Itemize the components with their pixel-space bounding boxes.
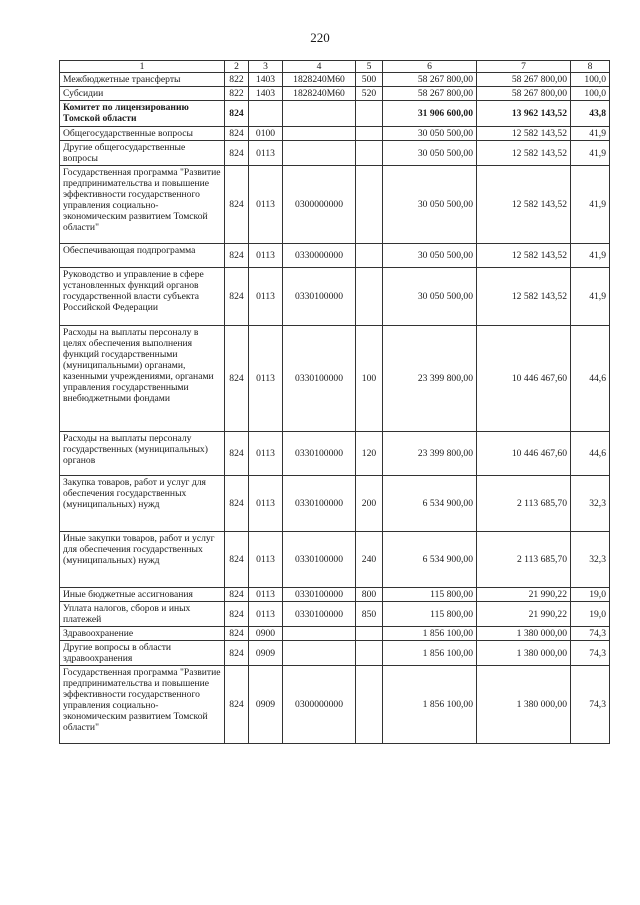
table-row bbox=[60, 532, 610, 588]
cell-rz: 0113 bbox=[249, 166, 283, 244]
cell-vr bbox=[356, 141, 383, 166]
cell-vr: 800 bbox=[356, 588, 383, 602]
page-number: 220 bbox=[310, 30, 330, 45]
cell-vr bbox=[356, 641, 383, 666]
cell-pct: 74,3 bbox=[571, 641, 610, 666]
cell-ved: 824 bbox=[225, 166, 249, 244]
table-row bbox=[60, 141, 610, 166]
header-cell: 8 bbox=[571, 61, 610, 73]
table-row bbox=[60, 641, 610, 666]
cell-pct: 74,3 bbox=[571, 627, 610, 641]
row-name: Комитет по лицензированию Томской области bbox=[60, 101, 225, 127]
table-row bbox=[60, 326, 610, 432]
cell-vr: 200 bbox=[356, 476, 383, 532]
cell-ved: 824 bbox=[225, 141, 249, 166]
cell-pct: 41,9 bbox=[571, 166, 610, 244]
cell-cs bbox=[283, 641, 356, 666]
cell-plan: 30 050 500,00 bbox=[383, 127, 477, 141]
cell-fact: 10 446 467,60 bbox=[477, 326, 571, 432]
cell-rz bbox=[249, 101, 283, 127]
row-name: Расходы на выплаты персоналу государственных (муниципальных) органов bbox=[60, 432, 225, 476]
cell-rz: 1403 bbox=[249, 73, 283, 87]
row-name: Иные закупки товаров, работ и услуг для обеспечения государственных (муниципальных) нужд bbox=[60, 532, 225, 588]
cell-vr: 500 bbox=[356, 73, 383, 87]
cell-pct: 41,9 bbox=[571, 244, 610, 268]
cell-fact: 1 380 000,00 bbox=[477, 666, 571, 744]
cell-plan: 31 906 600,00 bbox=[383, 101, 477, 127]
cell-plan: 6 534 900,00 bbox=[383, 532, 477, 588]
cell-vr: 100 bbox=[356, 326, 383, 432]
row-name: Другие вопросы в области здравоохранения bbox=[60, 641, 225, 666]
cell-fact: 12 582 143,52 bbox=[477, 268, 571, 326]
cell-rz: 0900 bbox=[249, 627, 283, 641]
header-cell: 4 bbox=[283, 61, 356, 73]
cell-fact: 1 380 000,00 bbox=[477, 641, 571, 666]
cell-cs bbox=[283, 127, 356, 141]
row-name: Государственная программа "Развитие предпринимательства и повышение эффективности государственного управления социально-экономическим развитием Томской области" bbox=[60, 166, 225, 244]
cell-fact: 58 267 800,00 bbox=[477, 73, 571, 87]
cell-plan: 58 267 800,00 bbox=[383, 73, 477, 87]
cell-cs: 0300000000 bbox=[283, 166, 356, 244]
cell-ved: 824 bbox=[225, 602, 249, 627]
header-cell: 3 bbox=[249, 61, 283, 73]
cell-pct: 44,6 bbox=[571, 326, 610, 432]
cell-rz: 0113 bbox=[249, 432, 283, 476]
table-row bbox=[60, 101, 610, 127]
cell-rz: 0909 bbox=[249, 641, 283, 666]
cell-pct: 32,3 bbox=[571, 532, 610, 588]
cell-fact: 12 582 143,52 bbox=[477, 127, 571, 141]
cell-fact: 12 582 143,52 bbox=[477, 166, 571, 244]
cell-ved: 824 bbox=[225, 627, 249, 641]
cell-cs: 0330100000 bbox=[283, 476, 356, 532]
cell-pct: 100,0 bbox=[571, 73, 610, 87]
cell-fact: 2 113 685,70 bbox=[477, 476, 571, 532]
row-name: Закупка товаров, работ и услуг для обеспечения государственных (муниципальных) нужд bbox=[60, 476, 225, 532]
cell-vr bbox=[356, 666, 383, 744]
cell-plan: 58 267 800,00 bbox=[383, 87, 477, 101]
row-name: Общегосударственные вопросы bbox=[60, 127, 225, 141]
cell-cs: 0330100000 bbox=[283, 588, 356, 602]
row-name: Государственная программа "Развитие предпринимательства и повышение эффективности государственного управления социально-экономическим развитием Томской области" bbox=[60, 666, 225, 744]
cell-rz: 0113 bbox=[249, 532, 283, 588]
cell-cs: 0330000000 bbox=[283, 244, 356, 268]
cell-plan: 1 856 100,00 bbox=[383, 666, 477, 744]
cell-fact: 1 380 000,00 bbox=[477, 627, 571, 641]
cell-plan: 30 050 500,00 bbox=[383, 141, 477, 166]
table-row bbox=[60, 602, 610, 627]
cell-fact: 13 962 143,52 bbox=[477, 101, 571, 127]
cell-cs: 0330100000 bbox=[283, 602, 356, 627]
cell-rz: 1403 bbox=[249, 87, 283, 101]
cell-pct: 44,6 bbox=[571, 432, 610, 476]
cell-pct: 19,0 bbox=[571, 602, 610, 627]
table-row bbox=[60, 166, 610, 244]
cell-ved: 824 bbox=[225, 244, 249, 268]
cell-pct: 41,9 bbox=[571, 141, 610, 166]
cell-pct: 43,8 bbox=[571, 101, 610, 127]
cell-plan: 6 534 900,00 bbox=[383, 476, 477, 532]
row-name: Руководство и управление в сфере установленных функций органов государственной власти субъекта Российской Федерации bbox=[60, 268, 225, 326]
row-name: Иные бюджетные ассигнования bbox=[60, 588, 225, 602]
cell-rz: 0113 bbox=[249, 476, 283, 532]
cell-cs: 1828240М60 bbox=[283, 73, 356, 87]
cell-cs bbox=[283, 101, 356, 127]
row-name: Межбюджетные трансферты bbox=[60, 73, 225, 87]
cell-cs: 0330100000 bbox=[283, 432, 356, 476]
cell-vr bbox=[356, 127, 383, 141]
cell-pct: 41,9 bbox=[571, 127, 610, 141]
cell-pct: 41,9 bbox=[571, 268, 610, 326]
cell-plan: 30 050 500,00 bbox=[383, 268, 477, 326]
cell-fact: 2 113 685,70 bbox=[477, 532, 571, 588]
cell-vr bbox=[356, 244, 383, 268]
row-name: Субсидии bbox=[60, 87, 225, 101]
cell-pct: 74,3 bbox=[571, 666, 610, 744]
table-row bbox=[60, 127, 610, 141]
cell-vr bbox=[356, 268, 383, 326]
cell-pct: 19,0 bbox=[571, 588, 610, 602]
cell-vr bbox=[356, 627, 383, 641]
cell-cs bbox=[283, 627, 356, 641]
cell-fact: 21 990,22 bbox=[477, 588, 571, 602]
cell-ved: 824 bbox=[225, 666, 249, 744]
table-row bbox=[60, 588, 610, 602]
cell-rz: 0113 bbox=[249, 588, 283, 602]
cell-vr bbox=[356, 101, 383, 127]
cell-plan: 115 800,00 bbox=[383, 588, 477, 602]
cell-ved: 824 bbox=[225, 641, 249, 666]
cell-ved: 822 bbox=[225, 87, 249, 101]
row-name: Здравоохранение bbox=[60, 627, 225, 641]
cell-ved: 824 bbox=[225, 127, 249, 141]
header-cell: 2 bbox=[225, 61, 249, 73]
cell-rz: 0113 bbox=[249, 326, 283, 432]
cell-plan: 30 050 500,00 bbox=[383, 244, 477, 268]
row-name: Обеспечивающая подпрограмма bbox=[60, 244, 225, 268]
cell-pct: 100,0 bbox=[571, 87, 610, 101]
budget-table bbox=[59, 60, 610, 744]
cell-cs: 1828240М60 bbox=[283, 87, 356, 101]
cell-ved: 824 bbox=[225, 268, 249, 326]
cell-rz: 0113 bbox=[249, 141, 283, 166]
cell-cs: 0300000000 bbox=[283, 666, 356, 744]
table-row bbox=[60, 627, 610, 641]
header-cell: 7 bbox=[477, 61, 571, 73]
cell-ved: 824 bbox=[225, 476, 249, 532]
table-row bbox=[60, 87, 610, 101]
row-name: Другие общегосударственные вопросы bbox=[60, 141, 225, 166]
cell-fact: 12 582 143,52 bbox=[477, 141, 571, 166]
cell-ved: 824 bbox=[225, 532, 249, 588]
cell-fact: 12 582 143,52 bbox=[477, 244, 571, 268]
cell-rz: 0113 bbox=[249, 244, 283, 268]
header-row bbox=[60, 61, 610, 73]
cell-vr: 850 bbox=[356, 602, 383, 627]
cell-rz: 0909 bbox=[249, 666, 283, 744]
cell-fact: 10 446 467,60 bbox=[477, 432, 571, 476]
cell-rz: 0100 bbox=[249, 127, 283, 141]
table-row bbox=[60, 432, 610, 476]
cell-fact: 21 990,22 bbox=[477, 602, 571, 627]
cell-plan: 23 399 800,00 bbox=[383, 432, 477, 476]
cell-plan: 23 399 800,00 bbox=[383, 326, 477, 432]
row-name: Расходы на выплаты персоналу в целях обеспечения выполнения функций государственными (муниципальными) органами, казенными учреждениями, органами управления государственными внебюджетными фондами bbox=[60, 326, 225, 432]
cell-ved: 824 bbox=[225, 101, 249, 127]
cell-vr bbox=[356, 166, 383, 244]
cell-ved: 824 bbox=[225, 432, 249, 476]
table-row bbox=[60, 268, 610, 326]
cell-vr: 120 bbox=[356, 432, 383, 476]
cell-ved: 824 bbox=[225, 588, 249, 602]
table-row bbox=[60, 666, 610, 744]
cell-pct: 32,3 bbox=[571, 476, 610, 532]
table-row bbox=[60, 476, 610, 532]
cell-fact: 58 267 800,00 bbox=[477, 87, 571, 101]
cell-ved: 822 bbox=[225, 73, 249, 87]
table-row bbox=[60, 244, 610, 268]
row-name: Уплата налогов, сборов и иных платежей bbox=[60, 602, 225, 627]
cell-plan: 115 800,00 bbox=[383, 602, 477, 627]
header-cell: 6 bbox=[383, 61, 477, 73]
cell-rz: 0113 bbox=[249, 602, 283, 627]
cell-cs: 0330100000 bbox=[283, 268, 356, 326]
cell-ved: 824 bbox=[225, 326, 249, 432]
cell-cs: 0330100000 bbox=[283, 532, 356, 588]
cell-cs: 0330100000 bbox=[283, 326, 356, 432]
cell-vr: 240 bbox=[356, 532, 383, 588]
cell-cs bbox=[283, 141, 356, 166]
cell-plan: 30 050 500,00 bbox=[383, 166, 477, 244]
cell-rz: 0113 bbox=[249, 268, 283, 326]
header-cell: 1 bbox=[60, 61, 225, 73]
header-cell: 5 bbox=[356, 61, 383, 73]
table-row bbox=[60, 73, 610, 87]
cell-plan: 1 856 100,00 bbox=[383, 641, 477, 666]
cell-vr: 520 bbox=[356, 87, 383, 101]
cell-plan: 1 856 100,00 bbox=[383, 627, 477, 641]
